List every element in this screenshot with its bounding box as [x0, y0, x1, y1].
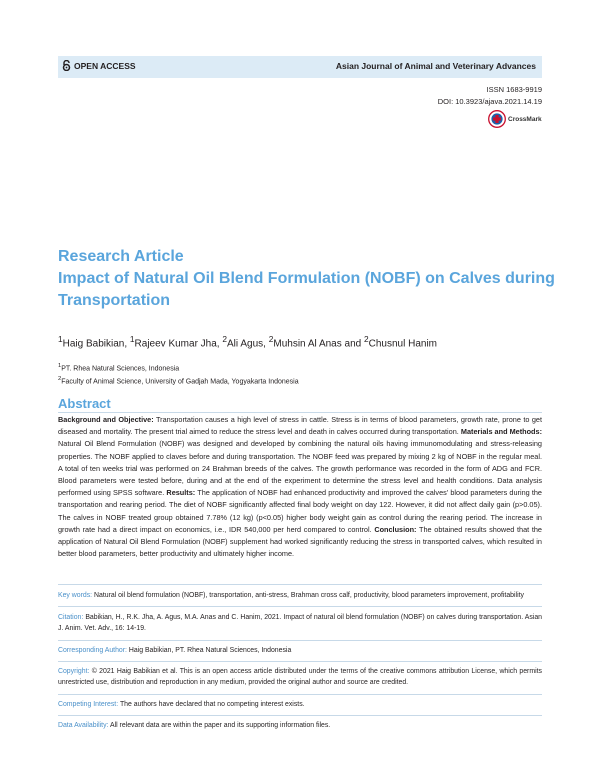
- copyright: [58, 666, 542, 688]
- crossmark-icon: [488, 110, 506, 128]
- journal-header-bar: [58, 56, 542, 78]
- methods-text: Natural Oil Blend Formulation (NOBF) was designed and developed by combining the natural oils having immunomodulating and stress-releasing properties. The NOBF applied to claves before and during transportation. The NOBF feed was prepared by mixing 2 kg of NOBF in the regular meal. A total of ten weeks trial was performed on 24 Brahman breeds of the calves. The growth performance was recorded in the form of ADG and FCR. Blood parameters were tested before, during and at the end of the experiment to determine the stress level and health conditions. Data analysis performed using SPSS software.: [58, 439, 542, 498]
- affiliation-sup: 2: [58, 376, 62, 383]
- background-text: Transportation causes a high level of stress in cattle. Stress is in terms of blood parameters, growth rate, prone to get diseased and mortality. The present trial aimed to reduce the stress level and death in calves occurred during transportation.: [58, 415, 542, 437]
- conclusion-label: Conclusion:: [374, 524, 417, 534]
- author-name: Ali Agus,: [227, 338, 266, 350]
- author-affil-sup: 2: [222, 334, 228, 344]
- copyright-divider: [58, 661, 542, 662]
- crossmark-badge[interactable]: [488, 110, 542, 128]
- corresponding-divider: [58, 640, 542, 641]
- citation-label: Citation:: [58, 614, 84, 621]
- author-affil-sup: 1: [58, 334, 63, 344]
- author-name: Chusnul Hanim: [368, 338, 437, 350]
- background-label: Background and Objective:: [58, 415, 154, 424]
- citation: [58, 612, 542, 634]
- doi-link[interactable]: DOI: 10.3923/ajava.2021.14.19: [437, 97, 542, 106]
- corresponding-label: Corresponding Author:: [58, 647, 127, 654]
- article-type: Research Article: [58, 248, 184, 265]
- issn: ISSN 1683-9919: [486, 85, 542, 94]
- copyright-text: © 2021 Haig Babikian et al. This is an open access article distributed under the terms of the creative commons attribution License, which permits unrestricted use, distribution and reproduction in any medium, provided the original author and source are credited.: [58, 668, 542, 686]
- data-availability: [58, 720, 542, 731]
- keywords-text: Natural oil blend formulation (NOBF), transportation, anti-stress, Brahman cross calf, productivity, blood parameters improvement, profitability: [94, 592, 524, 599]
- article-title: Impact of Natural Oil Blend Formulation (NOBF) on Calves during Transportation: [58, 270, 555, 309]
- copyright-label: Copyright:: [58, 668, 90, 675]
- results-label: Results:: [166, 488, 196, 498]
- competing-text: The authors have declared that no competing interest exists.: [119, 701, 305, 708]
- keywords: [58, 590, 542, 601]
- availability-label: Data Availability:: [58, 722, 109, 729]
- journal-name: Asian Journal of Animal and Veterinary Advances: [335, 61, 536, 71]
- citation-text: Babikian, H., R.K. Jha, A. Agus, M.A. Anas and C. Hanim, 2021. Impact of natural oil blend formulation (NOBF) on calves during transportation. Asian J. Anim. Vet. Adv., 16: 14-19.: [58, 614, 542, 632]
- competing-interest: [58, 699, 542, 710]
- competing-label: Competing Interest:: [58, 701, 119, 708]
- issn-doi-block: [438, 84, 542, 108]
- author-name: Haig Babikian,: [62, 338, 128, 350]
- availability-text: All relevant data are within the paper and its supporting information files.: [109, 722, 331, 729]
- results-text: The application of NOBF had enhanced productivity and improved the calves' blood parameters during the transportation and rearing period. The diet of NOBF significantly affected final body weight on day 122. However, it did not affect daily gain (p>0.05). The calves in NOBF treated group obtained 7.78% (12 kg) (p<0.05) higher body weight gain as control during the rearing period. The increase in growth rate had a direct impact on economics, i.e., IDR 540,000 per herd compared to control.: [58, 488, 542, 534]
- author-list: [58, 334, 437, 349]
- open-access-lock-icon: [62, 60, 71, 71]
- author-name: Rajeev Kumar Jha,: [134, 338, 220, 350]
- corresponding-text: Haig Babikian, PT. Rhea Natural Sciences, Indonesia: [128, 647, 292, 654]
- competing-divider: [58, 694, 542, 695]
- author-name: Muhsin Al Anas and: [273, 338, 362, 350]
- availability-divider: [58, 715, 542, 716]
- affiliation-text: Faculty of Animal Science, University of Gadjah Mada, Yogyakarta Indonesia: [61, 378, 299, 386]
- author-affil-sup: 1: [129, 334, 135, 344]
- conclusion-text: The obtained results showed that the application of Natural Oil Blend Formulation (NOBF) supplement had worked significantly reducing the stress in transported calves, which resulted in better blood parameters, better productivity and ultimately higher income.: [58, 524, 542, 559]
- citation-divider: [58, 606, 542, 607]
- keywords-divider: [58, 584, 542, 585]
- methods-label: Materials and Methods:: [460, 427, 543, 437]
- open-access-badge: [62, 60, 136, 71]
- affiliation-sup: 1: [58, 363, 62, 369]
- abstract-body: [58, 414, 542, 560]
- affiliation: [58, 361, 299, 374]
- author-affil-sup: 2: [363, 334, 369, 344]
- abstract-heading: Abstract: [58, 396, 111, 411]
- open-access-label: OPEN ACCESS: [74, 60, 136, 71]
- affiliation-list: [58, 361, 299, 388]
- author-affil-sup: 2: [268, 334, 274, 344]
- affiliation: [58, 374, 299, 387]
- article-heading: [58, 246, 558, 312]
- corresponding-author: [58, 645, 542, 656]
- abstract-divider: [58, 412, 542, 413]
- affiliation-text: PT. Rhea Natural Sciences, Indonesia: [61, 365, 180, 373]
- keywords-label: Key words:: [58, 592, 93, 599]
- crossmark-label: CrossMark: [508, 115, 542, 123]
